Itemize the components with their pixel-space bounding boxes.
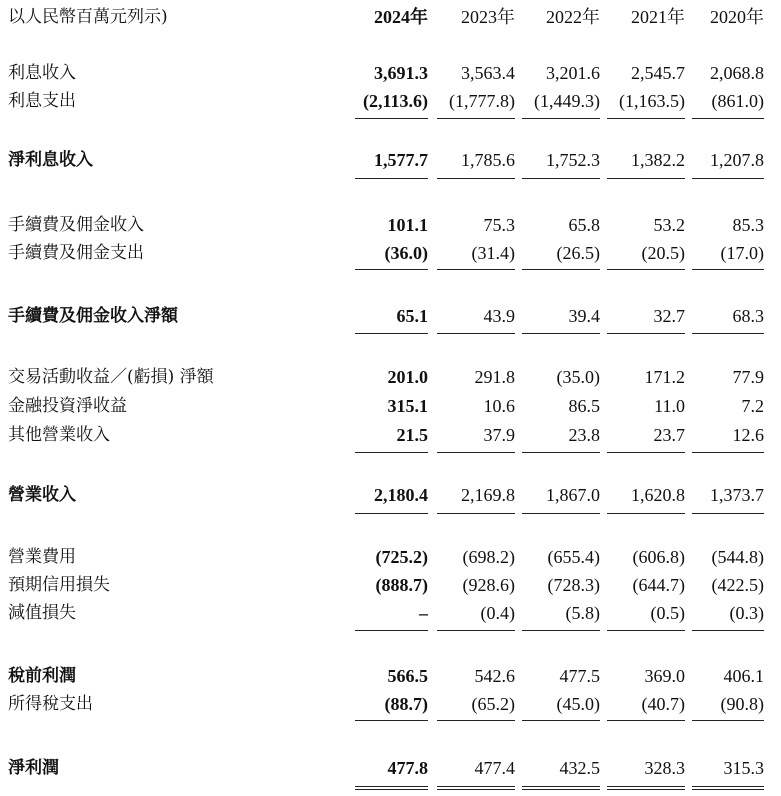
- value-2020: 1,207.8: [710, 150, 764, 170]
- value-2022: (1,449.3): [534, 91, 600, 111]
- value-2021: 11.0: [654, 396, 685, 416]
- row-label: 淨利息收入: [8, 150, 93, 170]
- value-2024: 201.0: [387, 367, 428, 387]
- total-double-rule: [355, 789, 428, 790]
- value-2022: (26.5): [556, 243, 600, 263]
- value-2024: 3,691.3: [374, 63, 428, 83]
- value-2022: (655.4): [547, 547, 600, 567]
- value-2023: (65.2): [471, 694, 515, 714]
- table-row: [0, 421, 781, 449]
- subtotal-rule: [522, 269, 600, 270]
- value-2023: 542.6: [474, 666, 515, 686]
- value-2021: 32.7: [653, 306, 685, 326]
- year-2023-header: 2023年: [461, 7, 515, 27]
- value-2022: (35.0): [556, 367, 600, 387]
- subtotal-rule: [607, 269, 685, 270]
- subtotal-rule: [437, 178, 515, 179]
- value-2020: (90.8): [720, 694, 764, 714]
- year-2021-header: 2021年: [631, 7, 685, 27]
- subtotal-rule: [437, 333, 515, 334]
- value-2024: 566.5: [387, 666, 428, 686]
- value-2020: 7.2: [741, 396, 764, 416]
- table-row: [0, 754, 781, 782]
- value-2023: 1,785.6: [461, 150, 515, 170]
- total-double-rule: [522, 786, 600, 787]
- row-label: 淨利潤: [8, 758, 59, 778]
- subtotal-rule: [437, 269, 515, 270]
- value-2021: 2,545.7: [631, 63, 685, 83]
- subtotal-rule: [437, 118, 515, 119]
- value-2020: (861.0): [711, 91, 764, 111]
- subtotal-rule: [355, 513, 428, 514]
- row-label: 所得稅支出: [8, 694, 93, 714]
- value-2020: 85.3: [732, 215, 764, 235]
- subtotal-rule: [692, 720, 764, 721]
- value-2021: 369.0: [644, 666, 685, 686]
- subtotal-rule: [607, 333, 685, 334]
- value-2022: (728.3): [547, 575, 600, 595]
- value-2023: 37.9: [483, 425, 515, 445]
- total-double-rule: [692, 786, 764, 787]
- value-2023: (0.4): [480, 603, 515, 623]
- value-2020: (544.8): [711, 547, 764, 567]
- subtotal-rule: [522, 118, 600, 119]
- value-2024: (725.2): [375, 547, 428, 567]
- value-2023: (928.6): [462, 575, 515, 595]
- year-2022-header: 2022年: [546, 7, 600, 27]
- value-2023: (698.2): [462, 547, 515, 567]
- total-double-rule: [437, 789, 515, 790]
- value-2021: (0.5): [650, 603, 685, 623]
- value-2022: 86.5: [568, 396, 600, 416]
- table-row: [0, 302, 781, 330]
- value-2020: 315.3: [723, 758, 764, 778]
- value-2023: 43.9: [483, 306, 515, 326]
- subtotal-rule: [607, 178, 685, 179]
- unit-label: 以人民幣百萬元列示): [8, 7, 168, 27]
- value-2020: (17.0): [720, 243, 764, 263]
- table-row: [0, 690, 781, 718]
- subtotal-rule: [522, 178, 600, 179]
- value-2022: 1,752.3: [546, 150, 600, 170]
- value-2021: (20.5): [641, 243, 685, 263]
- value-2024: 477.8: [387, 758, 428, 778]
- value-2023: 291.8: [474, 367, 515, 387]
- value-2024: 315.1: [387, 396, 428, 416]
- row-label: 手續費及佣金收入: [8, 215, 144, 235]
- value-2023: 75.3: [483, 215, 515, 235]
- value-2024: (88.7): [384, 694, 428, 714]
- table-row: [0, 239, 781, 267]
- value-2024: (2,113.6): [363, 91, 428, 111]
- value-2021: 53.2: [653, 215, 685, 235]
- value-2021: (1,163.5): [619, 91, 685, 111]
- value-2024: –: [419, 603, 428, 623]
- value-2021: (606.8): [632, 547, 685, 567]
- value-2021: (40.7): [641, 694, 685, 714]
- value-2020: 1,373.7: [710, 485, 764, 505]
- subtotal-rule: [522, 452, 600, 453]
- value-2024: 65.1: [396, 306, 428, 326]
- row-label: 利息收入: [8, 63, 76, 83]
- row-label: 其他營業收入: [8, 425, 110, 445]
- table-row: [0, 87, 781, 115]
- value-2020: 2,068.8: [710, 63, 764, 83]
- value-2021: 1,382.2: [631, 150, 685, 170]
- subtotal-rule: [522, 630, 600, 631]
- value-2020: 68.3: [732, 306, 764, 326]
- value-2024: (888.7): [375, 575, 428, 595]
- value-2022: 477.5: [559, 666, 600, 686]
- table-row: [0, 599, 781, 627]
- value-2023: 10.6: [483, 396, 515, 416]
- table-row: [0, 571, 781, 599]
- subtotal-rule: [607, 452, 685, 453]
- value-2021: (644.7): [632, 575, 685, 595]
- value-2023: (31.4): [471, 243, 515, 263]
- value-2020: (422.5): [711, 575, 764, 595]
- row-label: 營業收入: [8, 485, 76, 505]
- subtotal-rule: [355, 720, 428, 721]
- row-label: 手續費及佣金收入淨額: [8, 306, 178, 326]
- value-2024: 101.1: [387, 215, 428, 235]
- value-2022: 39.4: [568, 306, 600, 326]
- subtotal-rule: [692, 333, 764, 334]
- row-label: 利息支出: [8, 91, 76, 111]
- table-row: [0, 211, 781, 239]
- value-2020: 406.1: [723, 666, 764, 686]
- subtotal-rule: [692, 452, 764, 453]
- header-row: [0, 3, 781, 31]
- subtotal-rule: [355, 333, 428, 334]
- subtotal-rule: [355, 269, 428, 270]
- value-2020: (0.3): [729, 603, 764, 623]
- subtotal-rule: [437, 513, 515, 514]
- value-2021: 1,620.8: [631, 485, 685, 505]
- subtotal-rule: [692, 513, 764, 514]
- value-2020: 12.6: [732, 425, 764, 445]
- value-2023: (1,777.8): [449, 91, 515, 111]
- row-label: 手續費及佣金支出: [8, 243, 144, 263]
- subtotal-rule: [607, 118, 685, 119]
- value-2023: 477.4: [474, 758, 515, 778]
- subtotal-rule: [522, 513, 600, 514]
- row-label: 預期信用損失: [8, 575, 110, 595]
- table-row: [0, 481, 781, 509]
- value-2024: 2,180.4: [374, 485, 428, 505]
- subtotal-rule: [355, 452, 428, 453]
- subtotal-rule: [522, 333, 600, 334]
- subtotal-rule: [437, 630, 515, 631]
- value-2022: 65.8: [568, 215, 600, 235]
- row-label: 減值損失: [8, 603, 76, 623]
- subtotal-rule: [437, 720, 515, 721]
- table-row: [0, 662, 781, 690]
- subtotal-rule: [692, 178, 764, 179]
- value-2020: 77.9: [732, 367, 764, 387]
- value-2022: (5.8): [565, 603, 600, 623]
- year-2024-header: 2024年: [374, 7, 428, 27]
- row-label: 營業費用: [8, 547, 76, 567]
- subtotal-rule: [355, 630, 428, 631]
- total-double-rule: [522, 789, 600, 790]
- year-2020-header: 2020年: [710, 7, 764, 27]
- subtotal-rule: [607, 630, 685, 631]
- subtotal-rule: [522, 720, 600, 721]
- value-2021: 171.2: [644, 367, 685, 387]
- value-2022: 3,201.6: [546, 63, 600, 83]
- row-label: 交易活動收益／(虧損) 淨額: [8, 367, 214, 387]
- value-2024: 1,577.7: [374, 150, 428, 170]
- value-2024: (36.0): [384, 243, 428, 263]
- value-2024: 21.5: [396, 425, 428, 445]
- total-double-rule: [355, 786, 428, 787]
- subtotal-rule: [692, 269, 764, 270]
- table-row: [0, 146, 781, 174]
- table-row: [0, 363, 781, 391]
- table-row: [0, 392, 781, 420]
- value-2023: 2,169.8: [461, 485, 515, 505]
- subtotal-rule: [355, 118, 428, 119]
- table-row: [0, 59, 781, 87]
- subtotal-rule: [607, 513, 685, 514]
- row-label: 金融投資淨收益: [8, 396, 127, 416]
- total-double-rule: [692, 789, 764, 790]
- row-label: 稅前利潤: [8, 666, 76, 686]
- subtotal-rule: [692, 118, 764, 119]
- total-double-rule: [607, 789, 685, 790]
- table-row: [0, 543, 781, 571]
- value-2021: 328.3: [644, 758, 685, 778]
- value-2021: 23.7: [653, 425, 685, 445]
- value-2022: 23.8: [568, 425, 600, 445]
- value-2022: (45.0): [556, 694, 600, 714]
- value-2022: 432.5: [559, 758, 600, 778]
- subtotal-rule: [355, 178, 428, 179]
- subtotal-rule: [437, 452, 515, 453]
- total-double-rule: [437, 786, 515, 787]
- total-double-rule: [607, 786, 685, 787]
- subtotal-rule: [692, 630, 764, 631]
- value-2023: 3,563.4: [461, 63, 515, 83]
- subtotal-rule: [607, 720, 685, 721]
- value-2022: 1,867.0: [546, 485, 600, 505]
